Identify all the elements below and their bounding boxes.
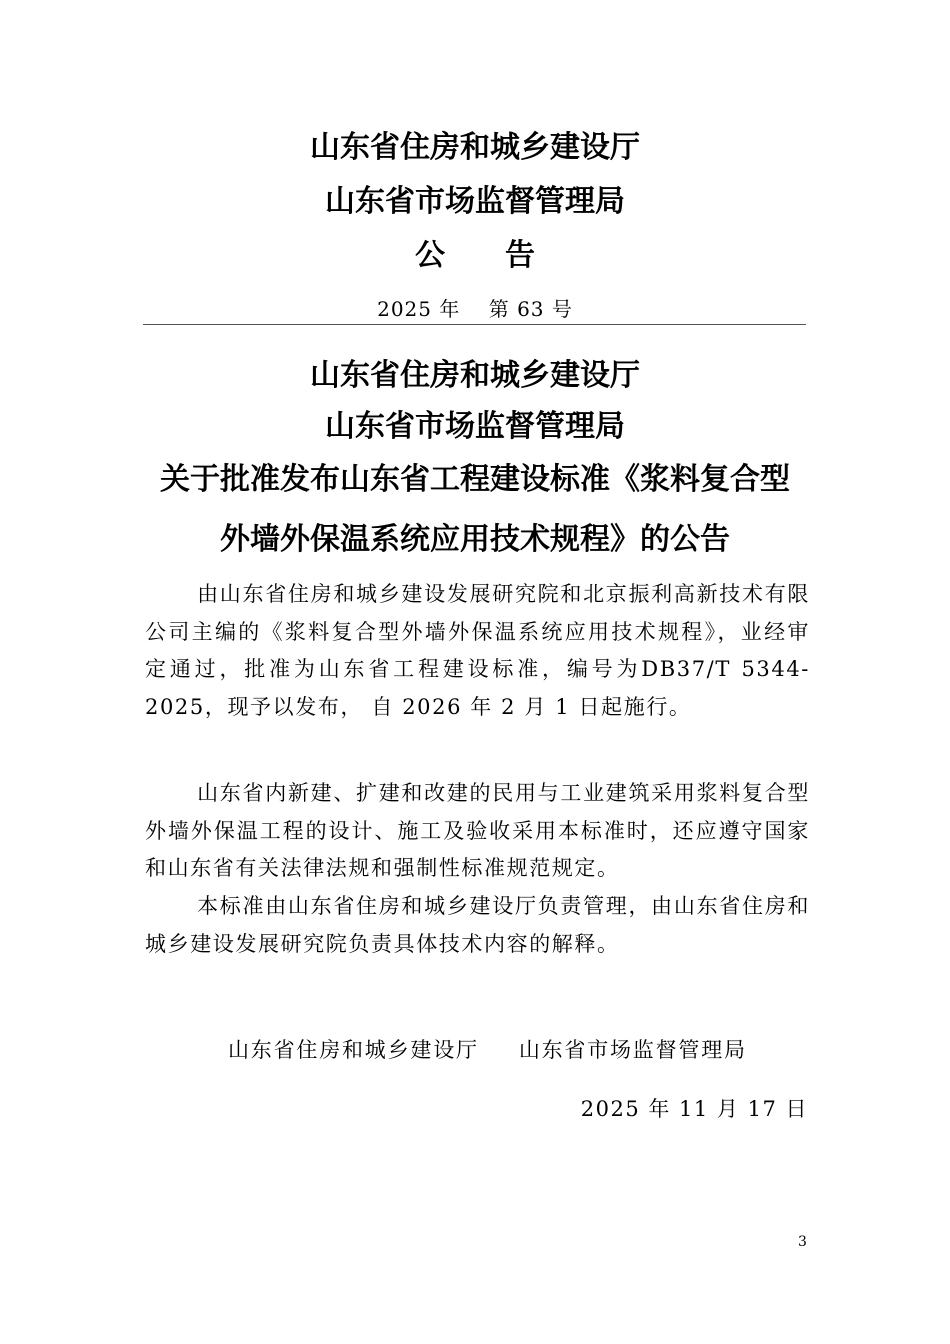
header-divider [143,324,806,325]
issue-number: 2025 年 第 63 号 [377,297,573,321]
title-line-3: 关于批准发布山东省工程建设标准《浆料复合型 [160,462,790,497]
signature-org-housing: 山东省住房和城乡建设厅 [228,1038,479,1062]
title-line-2: 山东省市场监督管理局 [325,409,625,444]
body-paragraph-3 [145,888,810,963]
signature-date: 2025 年 11 月 17 日 [580,1097,808,1121]
paragraph-3-text: 本标准由山东省住房和城乡建设厅负责管理，由山东省住房和城乡建设发展研究院负责具体技术内容的解释。 [145,894,810,956]
paragraph-1-text: 由山东省住房和城乡建设发展研究院和北京振利高新技术有限公司主编的《浆料复合型外墙外保温系统应用技术规程》，业经审定通过，批准为山东省工程建设标准，编号为DB37/T 5344-2025，现予以发布， 自 2026 年 2 月 1 日起施行。 [145,582,810,719]
issuer-name-housing: 山东省住房和城乡建设厅 [310,130,640,165]
body-paragraph-2 [145,775,810,888]
title-line-1: 山东省住房和城乡建设厅 [310,358,640,393]
title-line-4: 外墙外保温系统应用技术规程》的公告 [220,522,730,557]
page-number: 3 [798,1234,807,1250]
signature-block [228,1034,787,1064]
signature-org-market: 山东省市场监督管理局 [518,1038,747,1062]
paragraph-2-text: 山东省内新建、扩建和改建的民用与工业建筑采用浆料复合型外墙外保温工程的设计、施工及验收采用本标准时，还应遵守国家和山东省有关法律法规和强制性标准规范规定。 [145,781,810,880]
issuer-name-market: 山东省市场监督管理局 [325,184,625,219]
body-paragraph-1 [145,576,810,726]
document-type: 公 告 [415,238,535,273]
